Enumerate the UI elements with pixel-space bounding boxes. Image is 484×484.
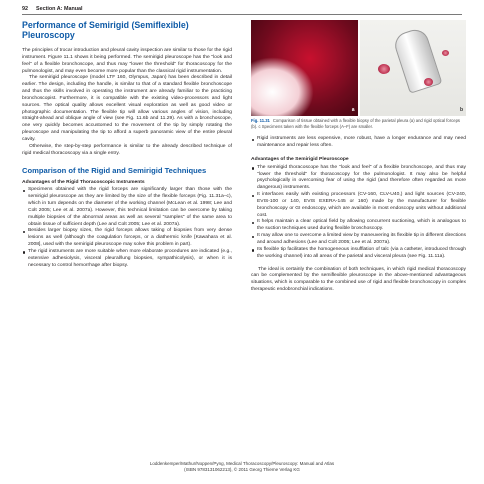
figure-11-31 — [251, 20, 466, 116]
list-item: Specimens obtained with the rigid forceps are significantly larger than those with the semirigid pleuroscope as they are limited by the size of the flexible forceps (Fig. 11.31a–c), which in turn depends on the diameter of the working channel (McLean et al. 1998; Lee and Colt 2005; Lee et al. 2007a). However, this technical limitation can be overcome by taking multiple biopsies of the abnormal areas as well as several "samples" of the same area to obtain tissue of sufficient depth (Lee and Colt 2005; Lee et al. 2007a). — [22, 187, 232, 228]
list-item: It interfaces easily with existing processors (CV-160, CLV-U40,) and light sources (CV-240, EVIS-100 or 140, EVIS EXERA-145 or 160) made by the manufacturer for flexible bronchoscopy or GI endoscopy, which are available in most endoscopy units without additional cost. — [251, 192, 466, 219]
rigid-advantages-list — [22, 187, 232, 269]
list-item: It helps maintain a clear optical field by allowing concurrent suctioning, which is analogous to the suction techniques used during flexible bronchoscopy. — [251, 219, 466, 233]
list-item: It may allow one to overcome a limited view by maneuvering its flexible tip in different directions and around adhesions (Lee and Colt 2005; Lee et al. 2007a). — [251, 233, 466, 247]
rigid-advantages-list-continued — [251, 136, 466, 150]
header-rule — [22, 14, 462, 15]
list-item: The semirigid thoracoscope has the "look and feel" of a flexible bronchoscope, and thus may "lower the threshold" for thoracoscopy for the pulmonologist. It may also be helpful psychologically in overcoming fear of using the rigid (and therefore often regarded as more dangerous) instruments. — [251, 165, 466, 192]
running-header — [22, 4, 462, 14]
tissue-sample — [378, 64, 390, 74]
figure-caption-text: Comparison of tissue obtained with a flexible biopsy of the parietal pleura (a) and rigid optical forceps (b). c Specimens taken with the flexible forceps (A–F) are smaller. — [251, 118, 461, 129]
footer-citation: Loddenkemper/Mathur/Noppen/Pyng, Medical Thoracoscopy/Pleuroscopy: Manual and Atlas — [149, 461, 335, 466]
footer-isbn: (ISBN 9783131062213), © 2011 Georg Thieme Verlag KG — [184, 467, 300, 472]
list-item: Its flexible tip facilitates the homogeneous insufflation of talc (via a catheter, introduced through the working channel) into all areas of the parietal and visceral pleura (see Fig. 11.11a). — [251, 247, 466, 261]
rigid-advantages-heading: Advantages of the Rigid Thoracoscopic Instruments — [22, 179, 145, 185]
section-title: Performance of Semirigid (Semiflexible) Pleuroscopy — [22, 20, 189, 40]
right-column — [251, 20, 466, 294]
intro-paragraph-2: The semirigid pleuroscope (model LTF 160, Olympus, Japan) has been described in detail earlier. The design, including the handle, is similar to that of a standard flexible bronchoscope and thus the skills involved in operating the instrument are already familiar to the practicing bronchoscopist. Furthermore, it is compatible with the existing video-processors and light sources. The optical quality allows excellent visual exploration as well as good video or photographic documentation. The flexible tip will allow various angles of vision, including straight-ahead and oblique angle of view (see Fig. 11.6b and 11.29). As with a bronchoscope, one very quickly becomes accustomed to the movement of the tip by simply rotating the pleuroscope and manipulating the tip to afford a superb panoramic view of the entire pleural cavity. — [22, 75, 232, 142]
intro-paragraph-3: Otherwise, the step-by-step performance is similar to the already described technique of rigid medical thoracoscopy via a single entry. — [22, 143, 232, 156]
figure-label-b: b — [459, 107, 463, 114]
page-footer — [22, 461, 462, 473]
closing-paragraph: The ideal is certainly the combination of both techniques, in which rigid medical thoracoscopy can be complemented by the semiflexible pleuroscope in the above-mentioned advantageous situations, which is comparable to the combined use of rigid and flexible bronchoscopy in complex therapeutic endobronchial indications. — [251, 266, 466, 293]
tissue-sample — [424, 78, 433, 86]
left-column — [22, 20, 232, 269]
intro-paragraph-1: The principles of trocar introduction and pleural cavity inspection are similar to those for the rigid instrument. Figure 11.1 shows it being performed. The semirigid pleuroscope has the "look and feel" of a flexible bronchoscope, and thus may "lower the threshold" for thoracoscopy for the pulmonologist, and may even become more popular than the classical rigid instrumentation. — [22, 48, 232, 74]
figure-photo-b — [360, 20, 467, 116]
figure-caption — [251, 118, 466, 129]
figure-label-a: a — [351, 107, 355, 114]
page-number: 92 — [22, 6, 28, 12]
comparison-heading: Comparison of the Rigid and Semirigid Techniques — [22, 165, 207, 175]
tissue-sample — [442, 50, 449, 56]
list-item: Besides larger biopsy sizes, the rigid forceps allows taking of biopsies from very dense lesions as well (although the coagulation forceps, or a diathermic knife [Kawahara et al. 2008], used with the semirigid pleuroscope may solve this problem in part). — [22, 228, 232, 249]
figure-photo-a — [251, 20, 358, 116]
forceps-graphic — [391, 26, 442, 94]
section-name: Section A: Manual — [36, 6, 83, 12]
list-item: The rigid instruments are more suitable when more elaborate procedures are indicated (e.g., extensive adhesiolysis, visceral pleural/lung biopsies, sympathicolysis), or when it is necessary to control hemorrhage after biopsy. — [22, 249, 232, 270]
figure-caption-label: Fig. 11.31 — [251, 118, 270, 123]
semirigid-advantages-list — [251, 165, 466, 261]
semirigid-advantages-heading: Advantages of the Semirigid Pleuroscope — [251, 156, 349, 162]
list-item: Rigid instruments are less expensive, more robust, have a longer endurance and may need maintenance and repair less often. — [251, 136, 466, 150]
